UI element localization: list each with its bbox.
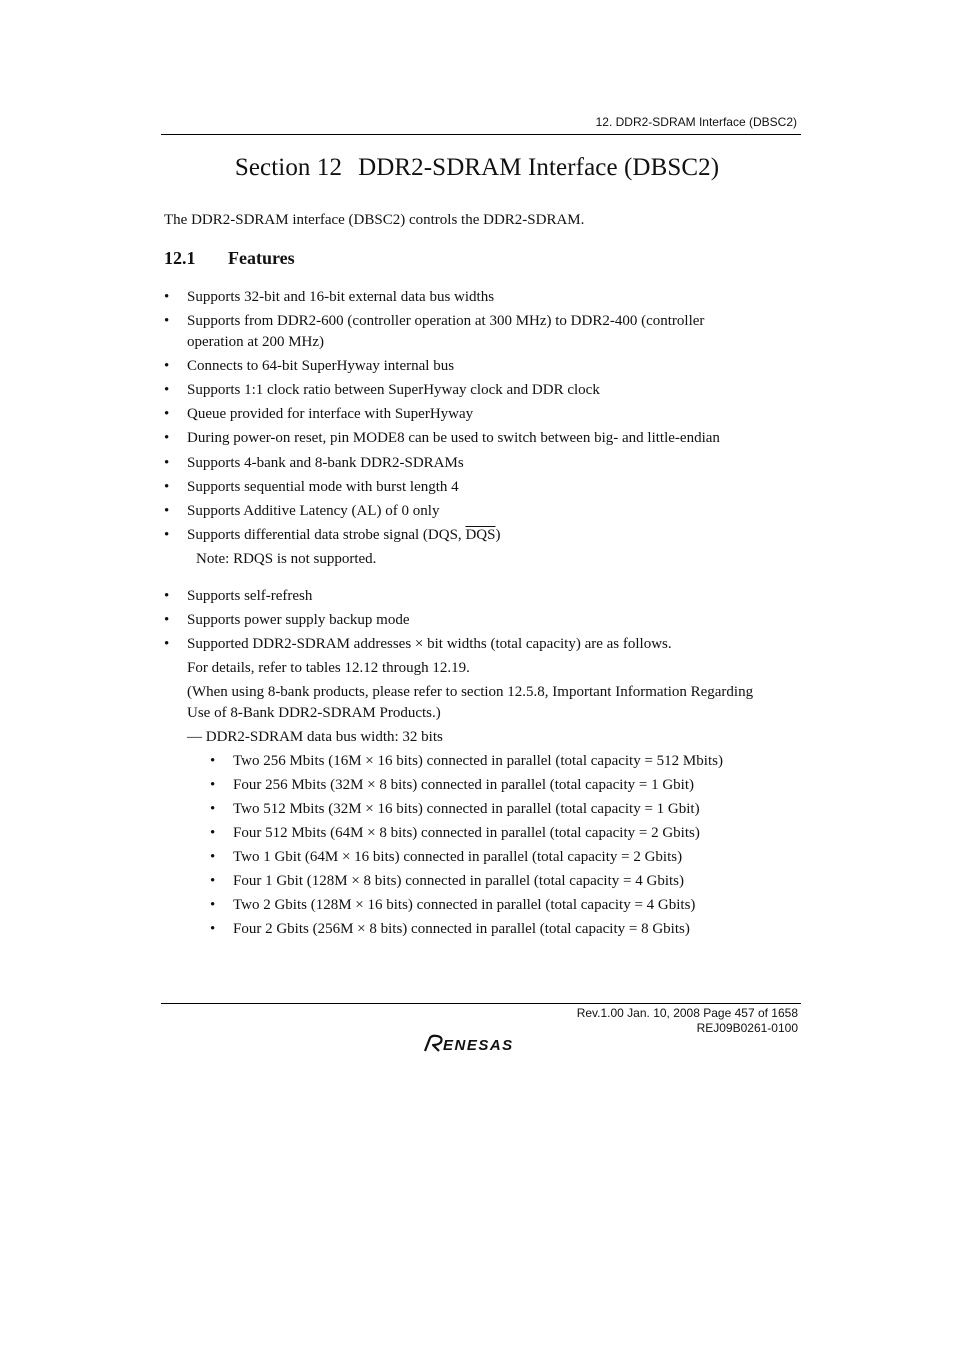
bullet-glyph: •	[164, 313, 170, 329]
config-item: Two 2 Gbits (128M × 16 bits) connected in parallel (total capacity = 4 Gbits)	[233, 897, 696, 913]
bullet-glyph: •	[210, 753, 216, 769]
footer-doc-code: REJ09B0261-0100	[696, 1021, 798, 1035]
header-rule	[161, 134, 801, 135]
feature-item-continuation: operation at 200 MHz)	[187, 334, 325, 350]
config-item: Four 2 Gbits (256M × 8 bits) connected in parallel (total capacity = 8 Gbits)	[233, 921, 690, 937]
features-number: 12.1	[164, 248, 196, 268]
feature-item: Queue provided for interface with SuperHyway	[187, 406, 474, 422]
feature-item-continuation: For details, refer to tables 12.12 through 12.19.	[187, 660, 470, 676]
bullet-glyph: •	[164, 479, 170, 495]
config-item: Four 256 Mbits (32M × 8 bits) connected in parallel (total capacity = 1 Gbit)	[233, 777, 694, 793]
bullet-glyph: •	[210, 801, 216, 817]
feature-item: Supports self-refresh	[187, 588, 313, 604]
feature-item: Supports 4-bank and 8-bank DDR2-SDRAMs	[187, 455, 464, 471]
feature-item	[187, 525, 500, 545]
feature-item: Supports sequential mode with burst length 4	[187, 479, 459, 495]
bullet-glyph: •	[210, 825, 216, 841]
feature-item: Supports 32-bit and 16-bit external data bus widths	[187, 289, 495, 305]
dqs-text: Supports differential data strobe signal (DQS,	[187, 527, 466, 543]
section-number: Section 12	[234, 154, 343, 181]
bullet-glyph: •	[210, 921, 216, 937]
dqs-close: )	[495, 527, 501, 543]
bullet-glyph: •	[210, 777, 216, 793]
bullet-glyph: •	[164, 406, 170, 422]
section-name: DDR2-SDRAM Interface (DBSC2)	[358, 154, 720, 181]
bullet-glyph: •	[164, 636, 170, 652]
intro-paragraph: The DDR2-SDRAM interface (DBSC2) controls the DDR2-SDRAM.	[164, 212, 585, 228]
bullet-glyph: •	[164, 612, 170, 628]
footer-revision: Rev.1.00 Jan. 10, 2008 Page 457 of 1658	[576, 1006, 798, 1020]
footer-rule	[161, 1003, 801, 1004]
feature-item-continuation: Use of 8-Bank DDR2-SDRAM Products.)	[187, 705, 441, 721]
running-header: 12. DDR2-SDRAM Interface (DBSC2)	[595, 115, 797, 129]
features-title: Features	[228, 248, 295, 268]
feature-item: During power-on reset, pin MODE8 can be used to switch between big- and little-endian	[187, 430, 720, 446]
bullet-glyph: •	[164, 455, 170, 471]
feature-item: Supports power supply backup mode	[187, 612, 410, 628]
section-title	[0, 154, 954, 182]
bullet-glyph: •	[210, 873, 216, 889]
data-bus-width-line: — DDR2-SDRAM data bus width: 32 bits	[187, 729, 443, 745]
bullet-glyph: •	[164, 588, 170, 604]
dqs-bar-signal: $\overline{DQS}$	[465, 527, 496, 543]
bullet-glyph: •	[164, 430, 170, 446]
feature-item: Supports from DDR2-600 (controller operation at 300 MHz) to DDR2-400 (controller	[187, 313, 705, 329]
features-heading	[164, 248, 295, 269]
bullet-glyph: •	[210, 849, 216, 865]
bullet-glyph: •	[210, 897, 216, 913]
config-item: Two 1 Gbit (64M × 16 bits) connected in parallel (total capacity = 2 Gbits)	[233, 849, 683, 865]
svg-text:ENESAS: ENESAS	[443, 1037, 514, 1054]
bullet-glyph: •	[164, 527, 170, 543]
bullet-glyph: •	[164, 382, 170, 398]
feature-item: Supports 1:1 clock ratio between SuperHyway clock and DDR clock	[187, 382, 600, 398]
renesas-logo	[423, 1034, 541, 1059]
config-item: Two 256 Mbits (16M × 16 bits) connected in parallel (total capacity = 512 Mbits)	[233, 753, 723, 769]
feature-note: Note: RDQS is not supported.	[196, 551, 377, 567]
feature-item: Supported DDR2-SDRAM addresses × bit widths (total capacity) are as follows.	[187, 636, 672, 652]
config-item: Four 1 Gbit (128M × 8 bits) connected in parallel (total capacity = 4 Gbits)	[233, 873, 684, 889]
config-item: Four 512 Mbits (64M × 8 bits) connected in parallel (total capacity = 2 Gbits)	[233, 825, 700, 841]
feature-item: Supports Additive Latency (AL) of 0 only	[187, 503, 440, 519]
bullet-glyph: •	[164, 503, 170, 519]
bullet-glyph: •	[164, 358, 170, 374]
feature-item-continuation: (When using 8-bank products, please refer to section 12.5.8, Important Information Regarding	[187, 684, 754, 700]
config-item: Two 512 Mbits (32M × 16 bits) connected in parallel (total capacity = 1 Gbit)	[233, 801, 700, 817]
bullet-glyph: •	[164, 289, 170, 305]
feature-item: Connects to 64-bit SuperHyway internal bus	[187, 358, 455, 374]
